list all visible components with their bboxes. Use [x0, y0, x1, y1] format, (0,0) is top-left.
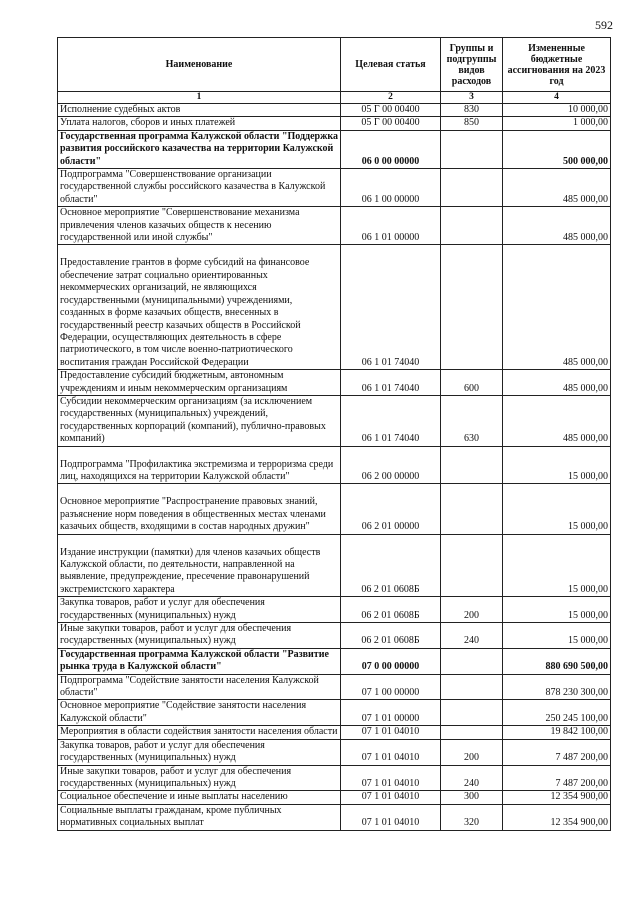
- row-target-code: 07 1 01 00000: [361, 712, 420, 724]
- table-row: [58, 804, 611, 830]
- row-group: 830: [464, 104, 479, 115]
- header-target: Целевая статья: [341, 38, 441, 92]
- row-amount: 15 000,00: [568, 635, 608, 647]
- row-name: Подпрограмма "Совершенствование организации государственной службы российского казачества в Калужской области": [60, 169, 326, 205]
- row-target-code: 06 2 01 0608Б: [361, 609, 420, 621]
- row-name: Субсидии некоммерческим организациям (за исключением государственных (муниципальных) учреждений, государственных корпораций (компаний), публично-правовых компаний): [60, 395, 326, 445]
- table-row: [58, 623, 611, 649]
- table-row: [58, 245, 611, 370]
- row-amount: 485 000,00: [563, 193, 608, 205]
- row-target-code: 06 2 00 00000: [361, 470, 420, 482]
- row-amount: 7 487 200,00: [555, 752, 608, 764]
- row-name: Закупка товаров, работ и услуг для обеспечения государственных (муниципальных) нужд: [60, 597, 265, 621]
- table-row: [58, 117, 611, 130]
- row-group: 240: [464, 635, 479, 647]
- column-number: 2: [341, 92, 441, 104]
- row-target-code: 07 1 01 04010: [361, 752, 420, 764]
- row-spacer: [60, 245, 338, 257]
- row-amount: 10 000,00: [568, 104, 608, 115]
- row-name: Уплата налогов, сборов и иных платежей: [60, 117, 236, 129]
- row-name: Подпрограмма "Содействие занятости населения Калужской области": [60, 674, 319, 699]
- table-row: [58, 130, 611, 168]
- page-number: 592: [595, 18, 613, 32]
- row-name: Социальные выплаты гражданам, кроме публичных нормативных социальных выплат: [60, 804, 282, 829]
- column-number: 4: [503, 92, 611, 104]
- column-number: 3: [441, 92, 503, 104]
- row-group: 630: [464, 433, 479, 445]
- header-groups: Группы и подгруппы видов расходов: [441, 38, 503, 92]
- row-amount: 7 487 200,00: [555, 777, 608, 789]
- row-amount: 878 230 300,00: [545, 687, 608, 699]
- row-target-code: 06 2 01 00000: [361, 521, 420, 533]
- row-name: Подпрограмма "Профилактика экстремизма и терроризма среди лиц, находящихся на территории Калужской области": [60, 458, 334, 482]
- row-target-code: 06 2 01 0608Б: [361, 583, 420, 595]
- table-row: [58, 104, 611, 117]
- table-row: [58, 370, 611, 396]
- row-target-code: 06 2 01 0608Б: [361, 635, 420, 647]
- row-amount: 15 000,00: [568, 521, 608, 533]
- row-target-code: 06 1 01 00000: [361, 232, 420, 244]
- row-amount: 15 000,00: [568, 583, 608, 595]
- table-row: [58, 739, 611, 765]
- row-group: 200: [464, 752, 479, 764]
- row-name: Мероприятия в области содействия занятости населения области: [60, 726, 338, 738]
- row-name: Государственная программа Калужской области "Развитие рынка труда в Калужской области": [60, 648, 329, 673]
- row-amount: 15 000,00: [568, 470, 608, 482]
- row-target-code: 06 1 01 74040: [361, 356, 420, 368]
- table-row: [58, 169, 611, 207]
- row-name: Предоставление субсидий бюджетным, автономным учреждениям и иным некоммерческим организациям: [60, 370, 288, 394]
- table-row: [58, 648, 611, 674]
- row-name: Иные закупки товаров, работ и услуг для обеспечения государственных (муниципальных) нужд: [60, 623, 292, 647]
- row-name: Основное мероприятие "Распространение правовых знаний, разъяснение норм поведения в общественных местах членами казачьих обществ, входящими в состав народных дружин": [60, 496, 326, 533]
- row-amount: 12 354 900,00: [550, 817, 608, 829]
- row-name: Государственная программа Калужской области "Поддержка развития российского казачества на территории Калужской области": [60, 130, 338, 167]
- row-amount: 485 000,00: [563, 433, 608, 445]
- row-group: 600: [464, 382, 479, 394]
- row-target-code: 05 Г 00 00400: [361, 117, 420, 129]
- header-amount: Измененные бюджетные ассигнования на 2023 год: [503, 38, 611, 92]
- row-name: Предоставление грантов в форме субсидий на финансовое обеспечение затрат социально ориентированных некоммерческих организаций, не являющихся государственными (муниципальными) учреждениями, созданных в форме казачьих обществ, внесенных в государственный реестр казачьих обществ в Российской Федерации, осуществляющих деятельность в сфере патриотического, в том числе военно-патриотического воспитания граждан Российской Федерации: [60, 257, 310, 368]
- column-number: 1: [58, 92, 341, 104]
- table-row: [58, 446, 611, 484]
- row-amount: 1 000,00: [573, 117, 608, 129]
- header-row: [58, 38, 611, 92]
- row-amount: 485 000,00: [563, 382, 608, 394]
- row-name: Издание инструкции (памятки) для членов казачьих обществ Калужской области, по деятельности, направленной на выявление, предупреждение, пресечение правонарушений экстремистского характера: [60, 546, 321, 595]
- row-target-code: 06 1 01 74040: [361, 382, 420, 394]
- row-name: Закупка товаров, работ и услуг для обеспечения государственных (муниципальных) нужд: [60, 739, 265, 764]
- row-amount: 250 245 100,00: [545, 712, 608, 724]
- row-amount: 15 000,00: [568, 609, 608, 621]
- row-target-code: 07 1 01 04010: [361, 817, 420, 829]
- row-name: Основное мероприятие "Совершенствование механизма привлечения членов казачьих обществ к несению государственной или иной службы": [60, 207, 300, 244]
- table-row: [58, 534, 611, 597]
- row-amount: 880 690 500,00: [545, 661, 608, 673]
- row-group: 320: [464, 817, 479, 829]
- row-target-code: 06 1 01 74040: [361, 433, 420, 445]
- row-target-code: 07 1 01 04010: [361, 791, 420, 803]
- row-name: Социальное обеспечение и иные выплаты населению: [60, 791, 288, 803]
- budget-table: [57, 37, 611, 831]
- table-row: [58, 207, 611, 245]
- row-target-code: 07 0 00 00000: [361, 661, 420, 673]
- table-row: [58, 765, 611, 791]
- row-name: Исполнение судебных актов: [60, 104, 181, 115]
- row-target-code: 07 1 01 04010: [361, 777, 420, 789]
- row-amount: 19 842 100,00: [550, 726, 608, 738]
- column-number-row: [58, 92, 611, 104]
- row-target-code: 07 1 00 00000: [361, 687, 420, 699]
- table-row: [58, 674, 611, 700]
- row-target-code: 07 1 01 04010: [361, 726, 420, 738]
- row-amount: 485 000,00: [563, 356, 608, 368]
- table-row: [58, 726, 611, 739]
- row-amount: 485 000,00: [563, 232, 608, 244]
- row-group: 300: [464, 791, 479, 803]
- row-name: Основное мероприятие "Содействие занятости населения Калужской области": [60, 700, 307, 724]
- row-amount: 12 354 900,00: [550, 791, 608, 803]
- row-target-code: 05 Г 00 00400: [361, 104, 420, 115]
- table-row: [58, 791, 611, 804]
- row-spacer: [60, 484, 338, 496]
- header-name: Наименование: [58, 38, 341, 92]
- table-row: [58, 395, 611, 446]
- row-amount: 500 000,00: [563, 155, 608, 167]
- row-target-code: 06 1 00 00000: [361, 193, 420, 205]
- row-group: 200: [464, 609, 479, 621]
- row-group: 850: [464, 117, 479, 129]
- table-row: [58, 700, 611, 726]
- row-spacer: [60, 447, 338, 459]
- row-spacer: [60, 535, 338, 547]
- row-group: 240: [464, 777, 479, 789]
- table-row: [58, 484, 611, 534]
- row-name: Иные закупки товаров, работ и услуг для обеспечения государственных (муниципальных) нужд: [60, 765, 292, 789]
- table-row: [58, 597, 611, 623]
- row-target-code: 06 0 00 00000: [361, 155, 420, 167]
